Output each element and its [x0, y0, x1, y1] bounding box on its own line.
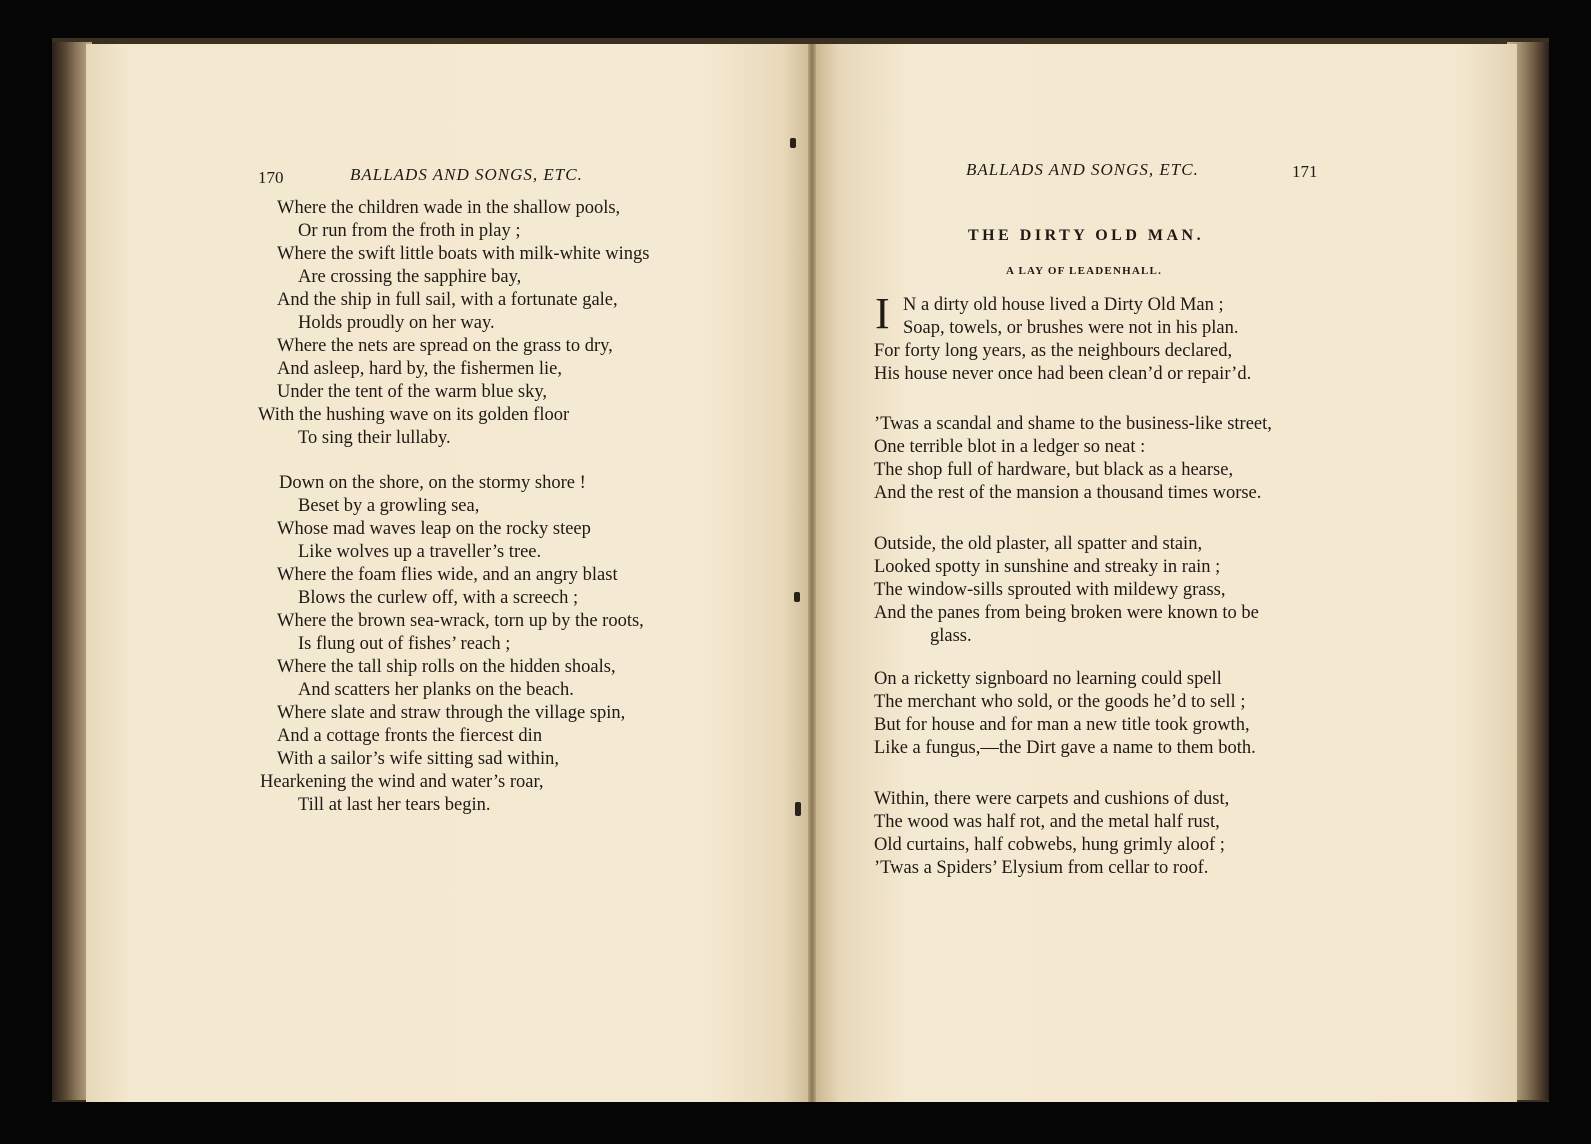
poem-line: Where the brown sea-wrack, torn up by the roots, [277, 611, 644, 631]
page-number-right: 171 [1292, 162, 1318, 181]
poem-line: Till at last her tears begin. [298, 795, 491, 815]
poem-line: ’Twas a Spiders’ Elysium from cellar to roof. [874, 858, 1209, 878]
poem-line: With the hushing wave on its golden floor [258, 405, 570, 425]
poem-line: Whose mad waves leap on the rocky steep [277, 519, 591, 539]
poem-line: Where slate and straw through the village spin, [277, 703, 626, 723]
stitch-mark [794, 592, 800, 602]
poem-line: The shop full of hardware, but black as a hearse, [874, 460, 1234, 480]
poem-line: His house never once had been clean’d or repair’d. [874, 364, 1252, 384]
poem-line: Like wolves up a traveller’s tree. [298, 542, 542, 562]
poem-line: But for house and for man a new title took growth, [874, 715, 1250, 735]
poem-line: Down on the shore, on the stormy shore ! [279, 473, 586, 493]
poem-line: For forty long years, as the neighbours declared, [874, 341, 1233, 361]
poem-line: Soap, towels, or brushes were not in his plan. [903, 318, 1239, 338]
poem-line: And the ship in full sail, with a fortunate gale, [277, 290, 618, 310]
poem-line: Holds proudly on her way. [298, 313, 495, 333]
poem-line: One terrible blot in a ledger so neat : [874, 437, 1146, 457]
poem-line: And a cottage fronts the fiercest din [277, 726, 543, 746]
poem-line: Where the nets are spread on the grass to dry, [277, 336, 613, 356]
poem-line: And the panes from being broken were known to be [874, 603, 1259, 623]
poem-line: N a dirty old house lived a Dirty Old Man ; [903, 295, 1224, 315]
poem-line: The wood was half rot, and the metal half rust, [874, 812, 1220, 832]
page-number-left: 170 [258, 168, 284, 187]
poem-line: Blows the curlew off, with a screech ; [298, 588, 579, 608]
poem-line: Outside, the old plaster, all spatter and stain, [874, 534, 1203, 554]
poem-line: Within, there were carpets and cushions of dust, [874, 789, 1230, 809]
poem-line: Where the children wade in the shallow pools, [277, 198, 621, 218]
poem-line: The merchant who sold, or the goods he’d to sell ; [874, 692, 1246, 712]
poem-line: And asleep, hard by, the fishermen lie, [277, 359, 562, 379]
poem-line: Old curtains, half cobwebs, hung grimly aloof ; [874, 835, 1225, 855]
poem-line: Hearkening the wind and water’s roar, [260, 772, 544, 792]
poem-line: The window-sills sprouted with mildewy grass, [874, 580, 1226, 600]
poem-line: And the rest of the mansion a thousand times worse. [874, 483, 1262, 503]
poem-line: Where the swift little boats with milk-white wings [277, 244, 650, 264]
poem-line: And scatters her planks on the beach. [298, 680, 574, 700]
poem-line: Under the tent of the warm blue sky, [277, 382, 548, 402]
poem-line: On a ricketty signboard no learning could spell [874, 669, 1222, 689]
poem-line: Where the foam flies wide, and an angry blast [277, 565, 618, 585]
poem-line: Is flung out of fishes’ reach ; [298, 634, 511, 654]
poem-subtitle: A LAY OF LEADENHALL. [1006, 265, 1163, 277]
running-head-left: BALLADS AND SONGS, ETC. [350, 165, 583, 184]
running-head-right: BALLADS AND SONGS, ETC. [966, 160, 1199, 179]
poem-line: glass. [930, 626, 972, 646]
drop-cap: I [875, 289, 890, 338]
poem-line: Looked spotty in sunshine and streaky in rain ; [874, 557, 1221, 577]
poem-line: ’Twas a scandal and shame to the business-like street, [874, 414, 1272, 434]
poem-line: With a sailor’s wife sitting sad within, [277, 749, 560, 769]
poem-line: To sing their lullaby. [298, 428, 451, 448]
book-gutter [808, 44, 816, 1102]
poem-line: Are crossing the sapphire bay, [298, 267, 522, 287]
poem-title: THE DIRTY OLD MAN. [968, 227, 1205, 244]
poem-line: Or run from the froth in play ; [298, 221, 521, 241]
poem-line: Where the tall ship rolls on the hidden shoals, [277, 657, 616, 677]
poem-line: Beset by a growling sea, [298, 496, 480, 516]
poem-line: Like a fungus,—the Dirt gave a name to them both. [874, 738, 1256, 758]
stitch-mark [790, 138, 796, 148]
stitch-mark [795, 802, 801, 816]
